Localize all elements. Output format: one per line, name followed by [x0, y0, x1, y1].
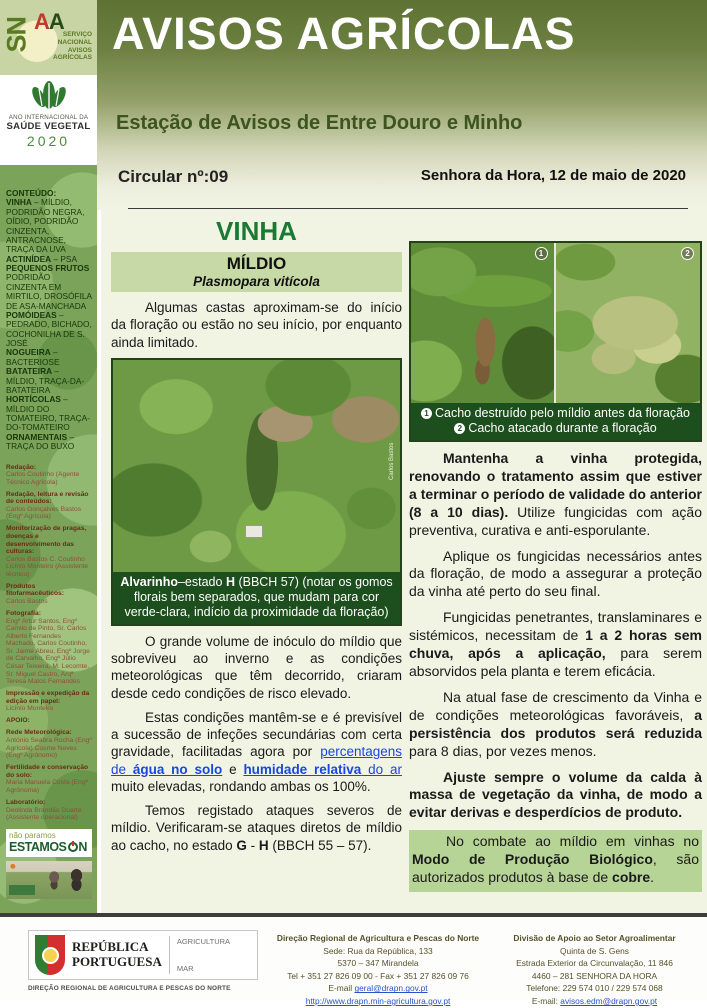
circular-row — [118, 167, 690, 187]
disease-heading — [111, 252, 402, 292]
plant-health-year-logo: ANO INTERNACIONAL DA SAÚDE VEGETAL 2020 — [0, 75, 97, 165]
humidity-link[interactable]: humidade relativa do ar — [243, 761, 402, 777]
credit-laboratorio: Laboratório: Deolinda Brandão Duarte (Assistente operacional) — [6, 798, 82, 822]
page-title: AVISOS AGRÍCOLAS — [112, 8, 576, 59]
destroyed-cluster-photo — [411, 243, 556, 403]
soil-water-link[interactable]: percentagens de água no solo — [111, 744, 402, 777]
contents-item-batateira: BATATEIRA – MÍLDIO, TRAÇA-DA-BATATEIRA — [6, 366, 85, 395]
paragraph: Aplique os fungicidas necessários antes da floração, de modo a assegurar a proteção da vinha até perto do seu final. — [409, 547, 702, 600]
campaign-photo — [6, 861, 92, 899]
leaves-icon — [29, 79, 69, 113]
contents-item-pequenos-frutos: PEQUENOS FRUTOS PODRIDÃO CINZENTA EM MIRTILO, DROSÓFILA DE ASA-MANCHADA — [6, 263, 92, 311]
caption-badge-1: 1 — [421, 408, 432, 419]
republica-portuguesa-wordmark: REPÚBLICA PORTUGUESA — [72, 939, 162, 969]
right-column — [409, 236, 702, 892]
station-subtitle: Estação de Avisos de Entre Douro e Minho — [116, 112, 523, 134]
alvarinho-figure — [111, 358, 402, 626]
paragraph: Ajuste sempre o volume da calda à massa de vegetação da vinha, de modo a evitar derivas e desperdícios de produto. — [409, 768, 702, 821]
ministry-labels: AGRICULTURA MAR — [176, 937, 231, 973]
credit-impressao: Impressão e expedição da edição em papel: Licínio Monteiro — [6, 690, 90, 713]
power-icon — [68, 842, 78, 852]
estamos-on-logo: não paramos ESTAMOS N — [6, 829, 92, 857]
paragraph: Mantenha a vinha protegida, renovando o tratamento assim que estiver a terminar o período de validade do anterior (8 a 10 dias). Utilize fungicidas com ação preventiva, curativa e anti-esporulante. — [409, 450, 702, 538]
main-content — [97, 210, 707, 915]
vineyard-photo — [113, 360, 400, 572]
paragraph: Fungicidas penetrantes, translaminares e sistémicos, necessitam de 1 a 2 horas sem chuva, após a aplicação, para serem absorvidos pela planta e terem eficácia. — [409, 609, 702, 679]
section-title: VINHA — [216, 216, 297, 246]
credit-monitorizacao: Monitorização de pragas, doenças e desenvolvimento das culturas: Carlos Bastos C. Coutinho Licínio Monteiro (Assistente técnico) — [6, 525, 89, 578]
regional-directorate-label: DIREÇÃO REGIONAL DE AGRICULTURA E PESCAS DO NORTE — [28, 985, 231, 992]
portugal-flag-icon — [35, 935, 65, 975]
organic-production-note: No combate ao míldio em vinhas no Modo de Produção Biológico, são autorizados produtos à base de cobre. — [409, 830, 702, 892]
paragraph: Estas condições mantêm-se e é previsível a sucessão de infeções secundárias com certa gravidade, facilitadas agora por percentagens de água no solo e humidade relativa do ar muito elevadas, rondando ambas os 100%. — [111, 709, 402, 794]
contents-item-actinidea: ACTINÍDEA – PSA — [6, 253, 77, 264]
cluster-figure — [409, 241, 702, 442]
snaa-sn-letters: SN — [1, 16, 32, 53]
sidebar — [0, 165, 97, 915]
credit-fotografia: Fotografia: Engº Artur Santos, Engº Camilo de Pinto, Sr. Carlos Alberto Fernandes Machado, Carlos Coutinho, Sr. Jaime Abreu, Engº Jorge de Carvalho, Engº Júlio César Teixeira, M. Lecomte, Sr. Miguel Castro, Arqª Teresa Matos Fernandes — [6, 610, 90, 686]
disease-name: MÍLDIO — [226, 254, 287, 273]
dateline: Senhora da Hora, 12 de maio de 2020 — [420, 167, 686, 184]
contents-title: CONTEÚDO: — [6, 188, 57, 198]
government-logo — [28, 930, 258, 980]
footer — [0, 913, 707, 1007]
attacked-cluster-photo — [556, 243, 701, 403]
website-link[interactable]: http://www.drapn.min-agricultura.gov.pt — [305, 996, 451, 1007]
paragraph: Temos registado ataques severos de míldio. Verificaram-se ataques diretos de míldio ao cacho, no estado G - H (BBCH 55 – 57). — [111, 803, 402, 853]
contents-item-pomoideas: POMÓIDEAS – PEDRADO, BICHADO, COCHONILHA DE S. JOSÉ — [6, 309, 92, 348]
snaa-service-name: SERVIÇO NACIONAL AVISOS AGRÍCOLAS — [53, 30, 92, 62]
footer-address-drapn: Direção Regional de Agricultura e Pescas do Norte Sede: Rua da República, 133 5370 – 347 Mirandela Tel + 351 27 826 09 00 - Fax + 351 27 826 09 76 E-mail geral@drapn.gov.pt http://www.drapn.min-agricultura.gov.pt — [276, 933, 480, 1007]
contents-list — [6, 189, 92, 452]
email-link-avisos[interactable]: avisos.edm@drapn.gov.pt — [560, 996, 658, 1007]
contents-item-nogueira: NOGUEIRA – BACTERIOSE — [6, 347, 60, 367]
credit-redacao: Redação: Carlos Coutinho (Agente Técnico Agrícola) — [6, 463, 80, 486]
snaa-logo — [0, 0, 97, 75]
photo-badge-2: 2 — [681, 247, 694, 260]
disease-latin-name: Plasmopara vitícola — [193, 274, 320, 289]
snaa-aa-letters: AA — [34, 8, 64, 34]
credit-apoio: APOIO: — [6, 717, 30, 725]
paragraph: Na atual fase de crescimento da Vinha e de condições meteorológicas favoráveis, a persistência dos produtos será reduzida para 8 dias, por vezes menos. — [409, 688, 702, 759]
circular-number: Circular nº:09 — [118, 167, 229, 186]
photo-credit: Carlos Bastos — [389, 442, 395, 481]
header — [0, 0, 707, 210]
contents-item-vinha: VINHA – MÍLDIO, PODRIDÃO NEGRA, OÍDIO, PODRIDÃO CINZENTA, ANTRACNOSE, TRAÇA DA UVA — [6, 197, 85, 255]
credit-fertilidade: Fertilidade e conservação do solo: Maria Manuela Costa (Engª Agrónoma) — [6, 764, 89, 794]
figure-caption: 1 Cacho destruído pelo míldio antes da floração 2 Cacho atacado durante a floração — [411, 403, 700, 440]
footer-address-divisao: Divisão de Apoio ao Setor Agroalimentar Quinta de S. Gens Estrada Exterior da Circunvalação, 11 846 4460 – 281 SENHORA DA HORA Telefone: 229 574 010 / 229 574 068 E-mail: avisos.edm@drapn.gov.pt — [513, 933, 676, 1007]
contents-item-ornamentais: ORNAMENTAIS – TRAÇA DO BUXO — [6, 431, 75, 452]
left-column — [111, 210, 402, 861]
contents-item-horticolas: HORTÍCOLAS – MÍLDIO DO TOMATEIRO, TRAÇA-DO-TOMATEIRO — [6, 394, 90, 433]
logo-divider — [169, 936, 170, 974]
credits-list — [6, 464, 92, 822]
credit-rede-meteorologica: Rede Meteorológica: António Seabra Rocha (Engº Agrícola) Cosme Neves (Engº Agrónomo) — [6, 729, 92, 760]
header-divider — [128, 208, 688, 209]
credit-revisao: Redação, leitura e revisão de conteúdos: Carlos Gonçalves Bastos (Engº Agrícola) — [6, 490, 89, 521]
caption-badge-2: 2 — [454, 423, 465, 434]
paragraph: O grande volume de inóculo do míldio que sobreviveu ao inverno e as condições meteorológicas que têm decorrido, criaram desde cedo condições de risco elevado. — [111, 633, 402, 701]
email-link-geral[interactable]: geral@drapn.gov.pt — [354, 983, 428, 994]
paragraph: Algumas castas aproximam-se do início da floração ou estão no seu início, por enquanto ainda limitado. — [111, 300, 402, 350]
photo-badge-1: 1 — [535, 247, 548, 260]
credit-produtos: Produtos fitofarmacêuticos: Carlos Bastos — [6, 582, 64, 605]
figure-caption: Alvarinho–estado H (BBCH 57) (notar os gomos florais bem separados, que mudam para cor verde-clara, indício da proximidade da floração) — [113, 572, 400, 624]
